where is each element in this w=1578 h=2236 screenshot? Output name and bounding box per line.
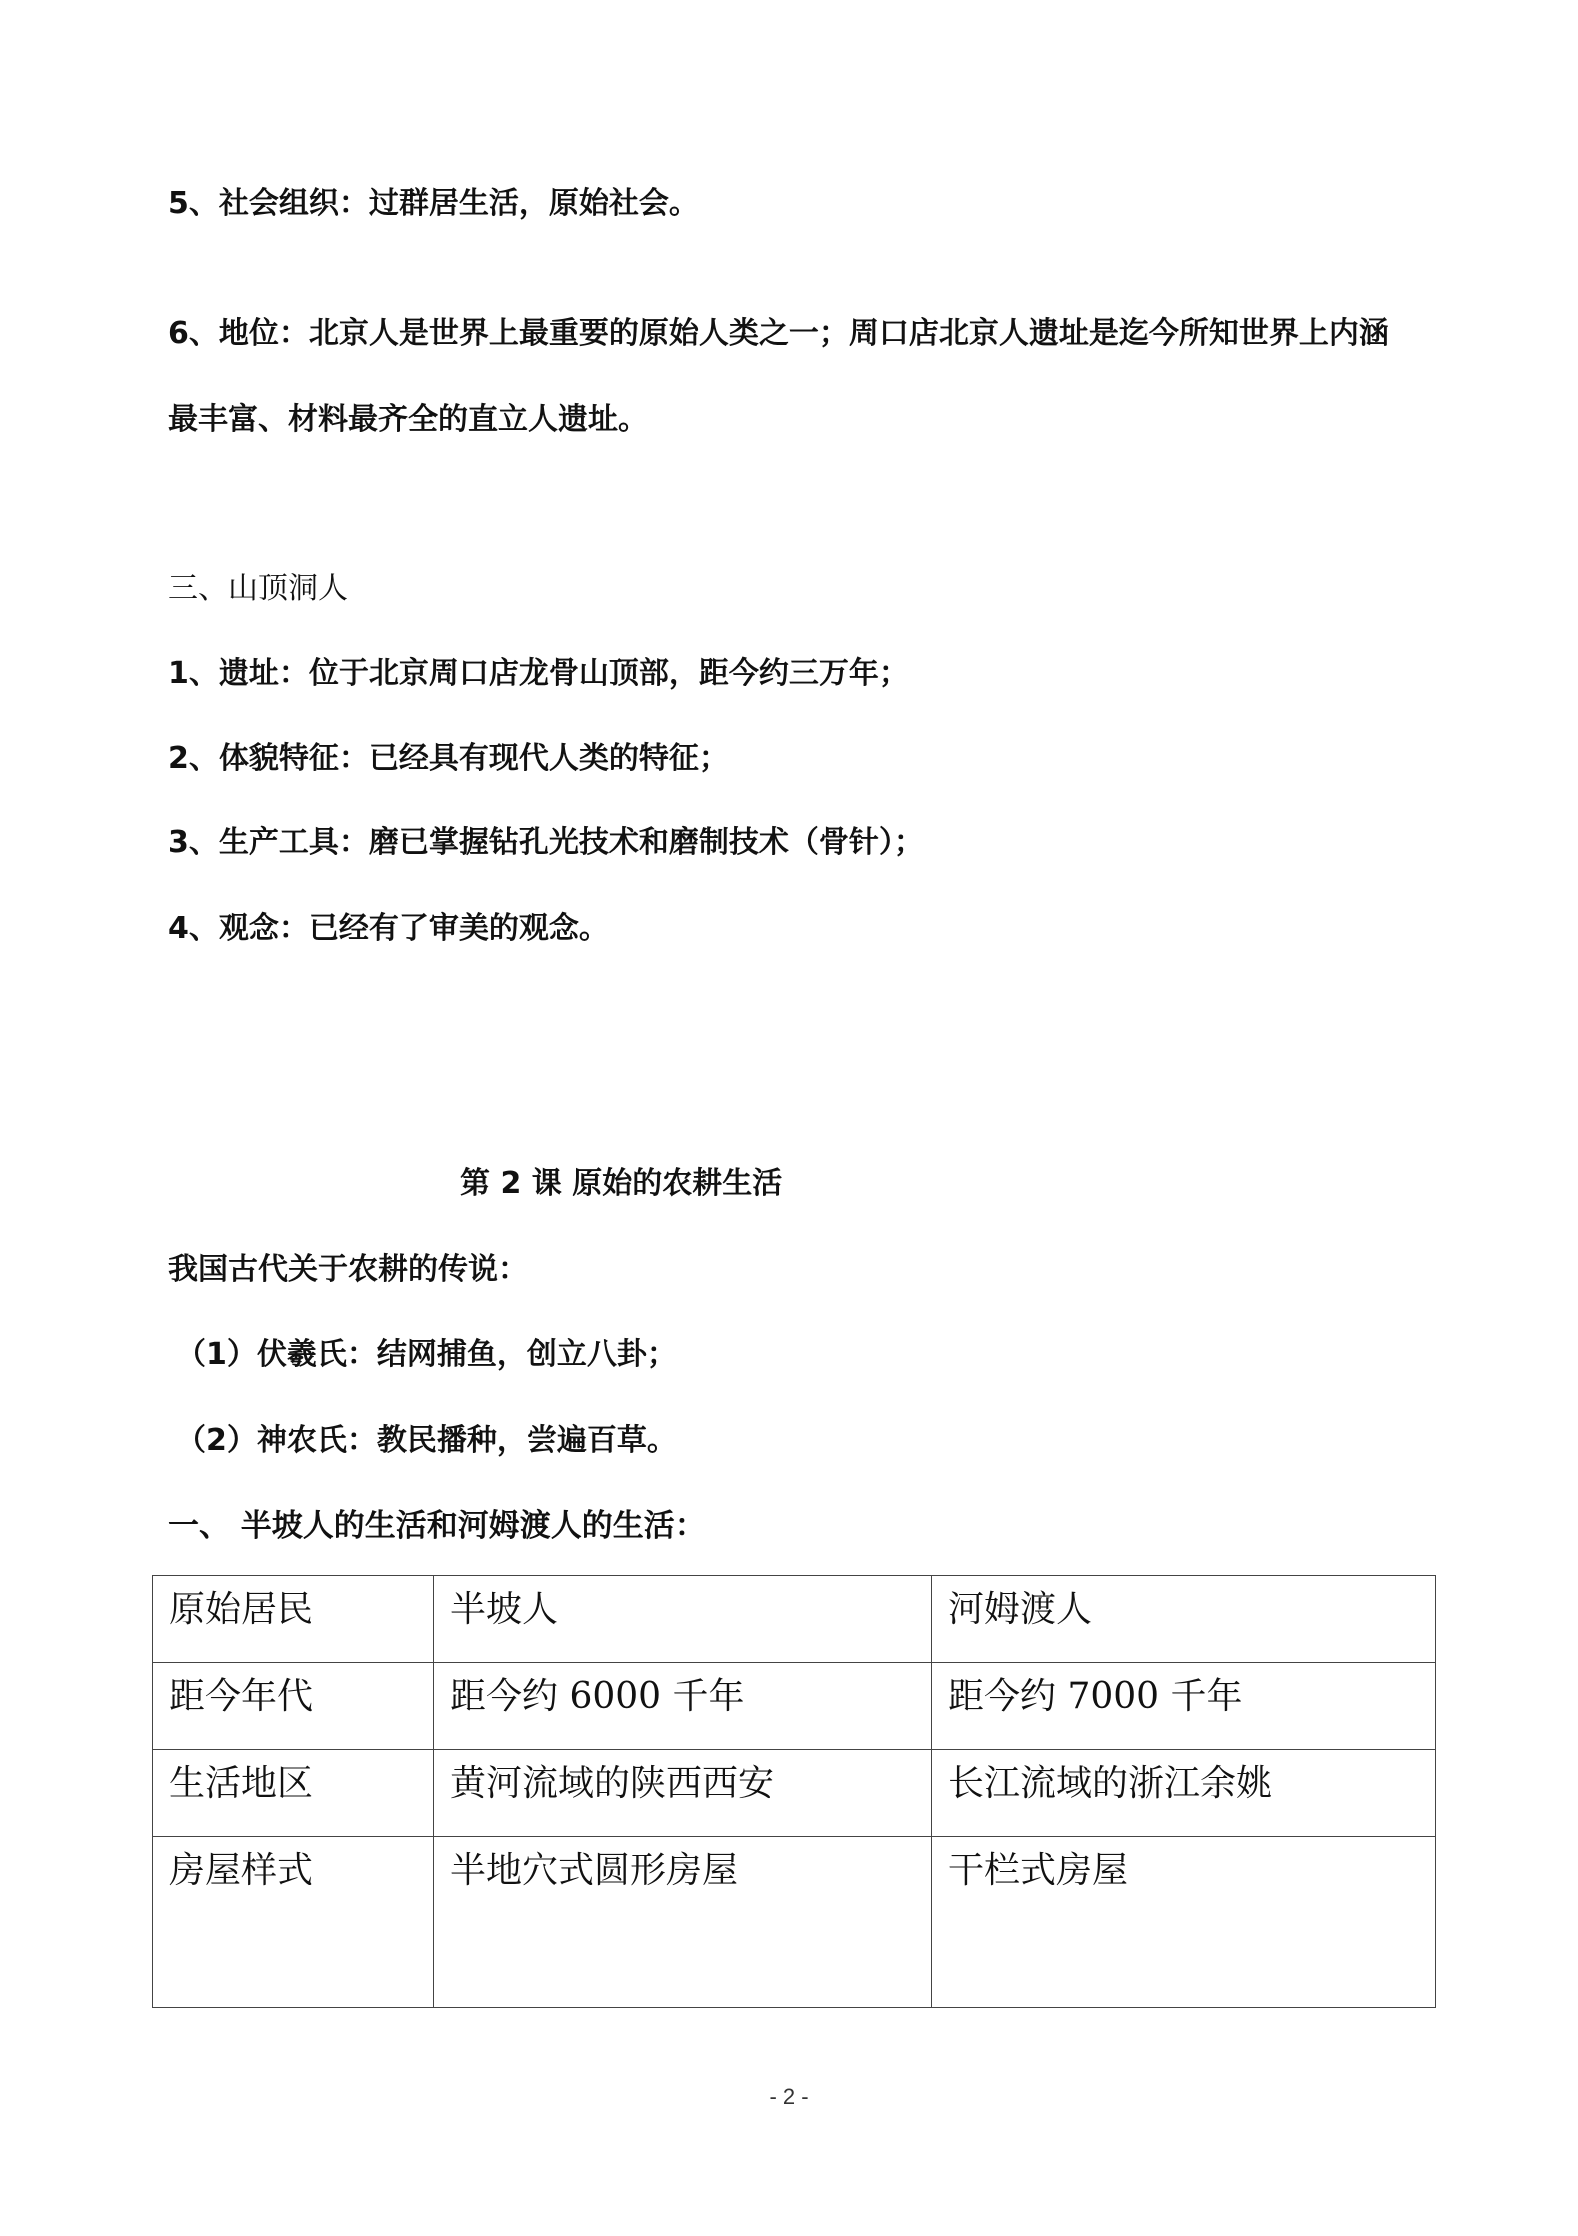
- table-cell: 河姆渡人: [932, 1576, 1436, 1663]
- paragraph-social-organization: 5、社会组织：过群居生活，原始社会。: [168, 186, 699, 221]
- table-cell: 距今年代: [153, 1663, 434, 1750]
- list-item-tools: 3、生产工具：磨已掌握钻孔光技术和磨制技术（骨针）；: [168, 825, 924, 860]
- table-row: [153, 1663, 1436, 1750]
- table-row: [153, 1750, 1436, 1837]
- list-item-site: 1、遗址：位于北京周口店龙骨山顶部，距今约三万年；: [168, 656, 909, 691]
- table-cell: 距今约 6000 千年: [434, 1663, 932, 1750]
- paragraph-status-line2: 最丰富、材料最齐全的直立人遗址。: [168, 402, 648, 437]
- section-heading-banpo-hemudu: 一、 半坡人的生活和河姆渡人的生活：: [168, 1508, 706, 1544]
- table-cell: 长江流域的浙江余姚: [932, 1750, 1436, 1837]
- paragraph-status-line1: 6、地位：北京人是世界上最重要的原始人类之一；周口店北京人遗址是迄今所知世界上内涵: [168, 316, 1389, 351]
- lesson-title: 第 2 课 原始的农耕生活: [460, 1166, 783, 1201]
- table-cell: 半地穴式圆形房屋: [434, 1837, 932, 2008]
- table-cell: 半坡人: [434, 1576, 932, 1663]
- table-cell: 房屋样式: [153, 1837, 434, 2008]
- legends-intro: 我国古代关于农耕的传说：: [168, 1252, 528, 1287]
- table-cell: 原始居民: [153, 1576, 434, 1663]
- table-cell: 生活地区: [153, 1750, 434, 1837]
- list-item-features: 2、体貌特征：已经具有现代人类的特征；: [168, 741, 729, 776]
- table-row: [153, 1576, 1436, 1663]
- table-cell: 距今约 7000 千年: [932, 1663, 1436, 1750]
- table-cell: 干栏式房屋: [932, 1837, 1436, 2008]
- section-heading-shandingdong: 三、山顶洞人: [168, 571, 348, 606]
- legend-item-shennong: （2）神农氏：教民播种，尝遍百草。: [176, 1423, 677, 1458]
- legend-item-fuxi: （1）伏羲氏：结网捕鱼，创立八卦；: [176, 1337, 677, 1372]
- page-number: - 2 -: [769, 2084, 809, 2109]
- table-row: [153, 1837, 1436, 2008]
- table-cell: 黄河流域的陕西西安: [434, 1750, 932, 1837]
- comparison-table-wrapper: [152, 1575, 1436, 2008]
- list-item-concept: 4、观念：已经有了审美的观念。: [168, 911, 609, 946]
- comparison-table: [152, 1575, 1436, 2008]
